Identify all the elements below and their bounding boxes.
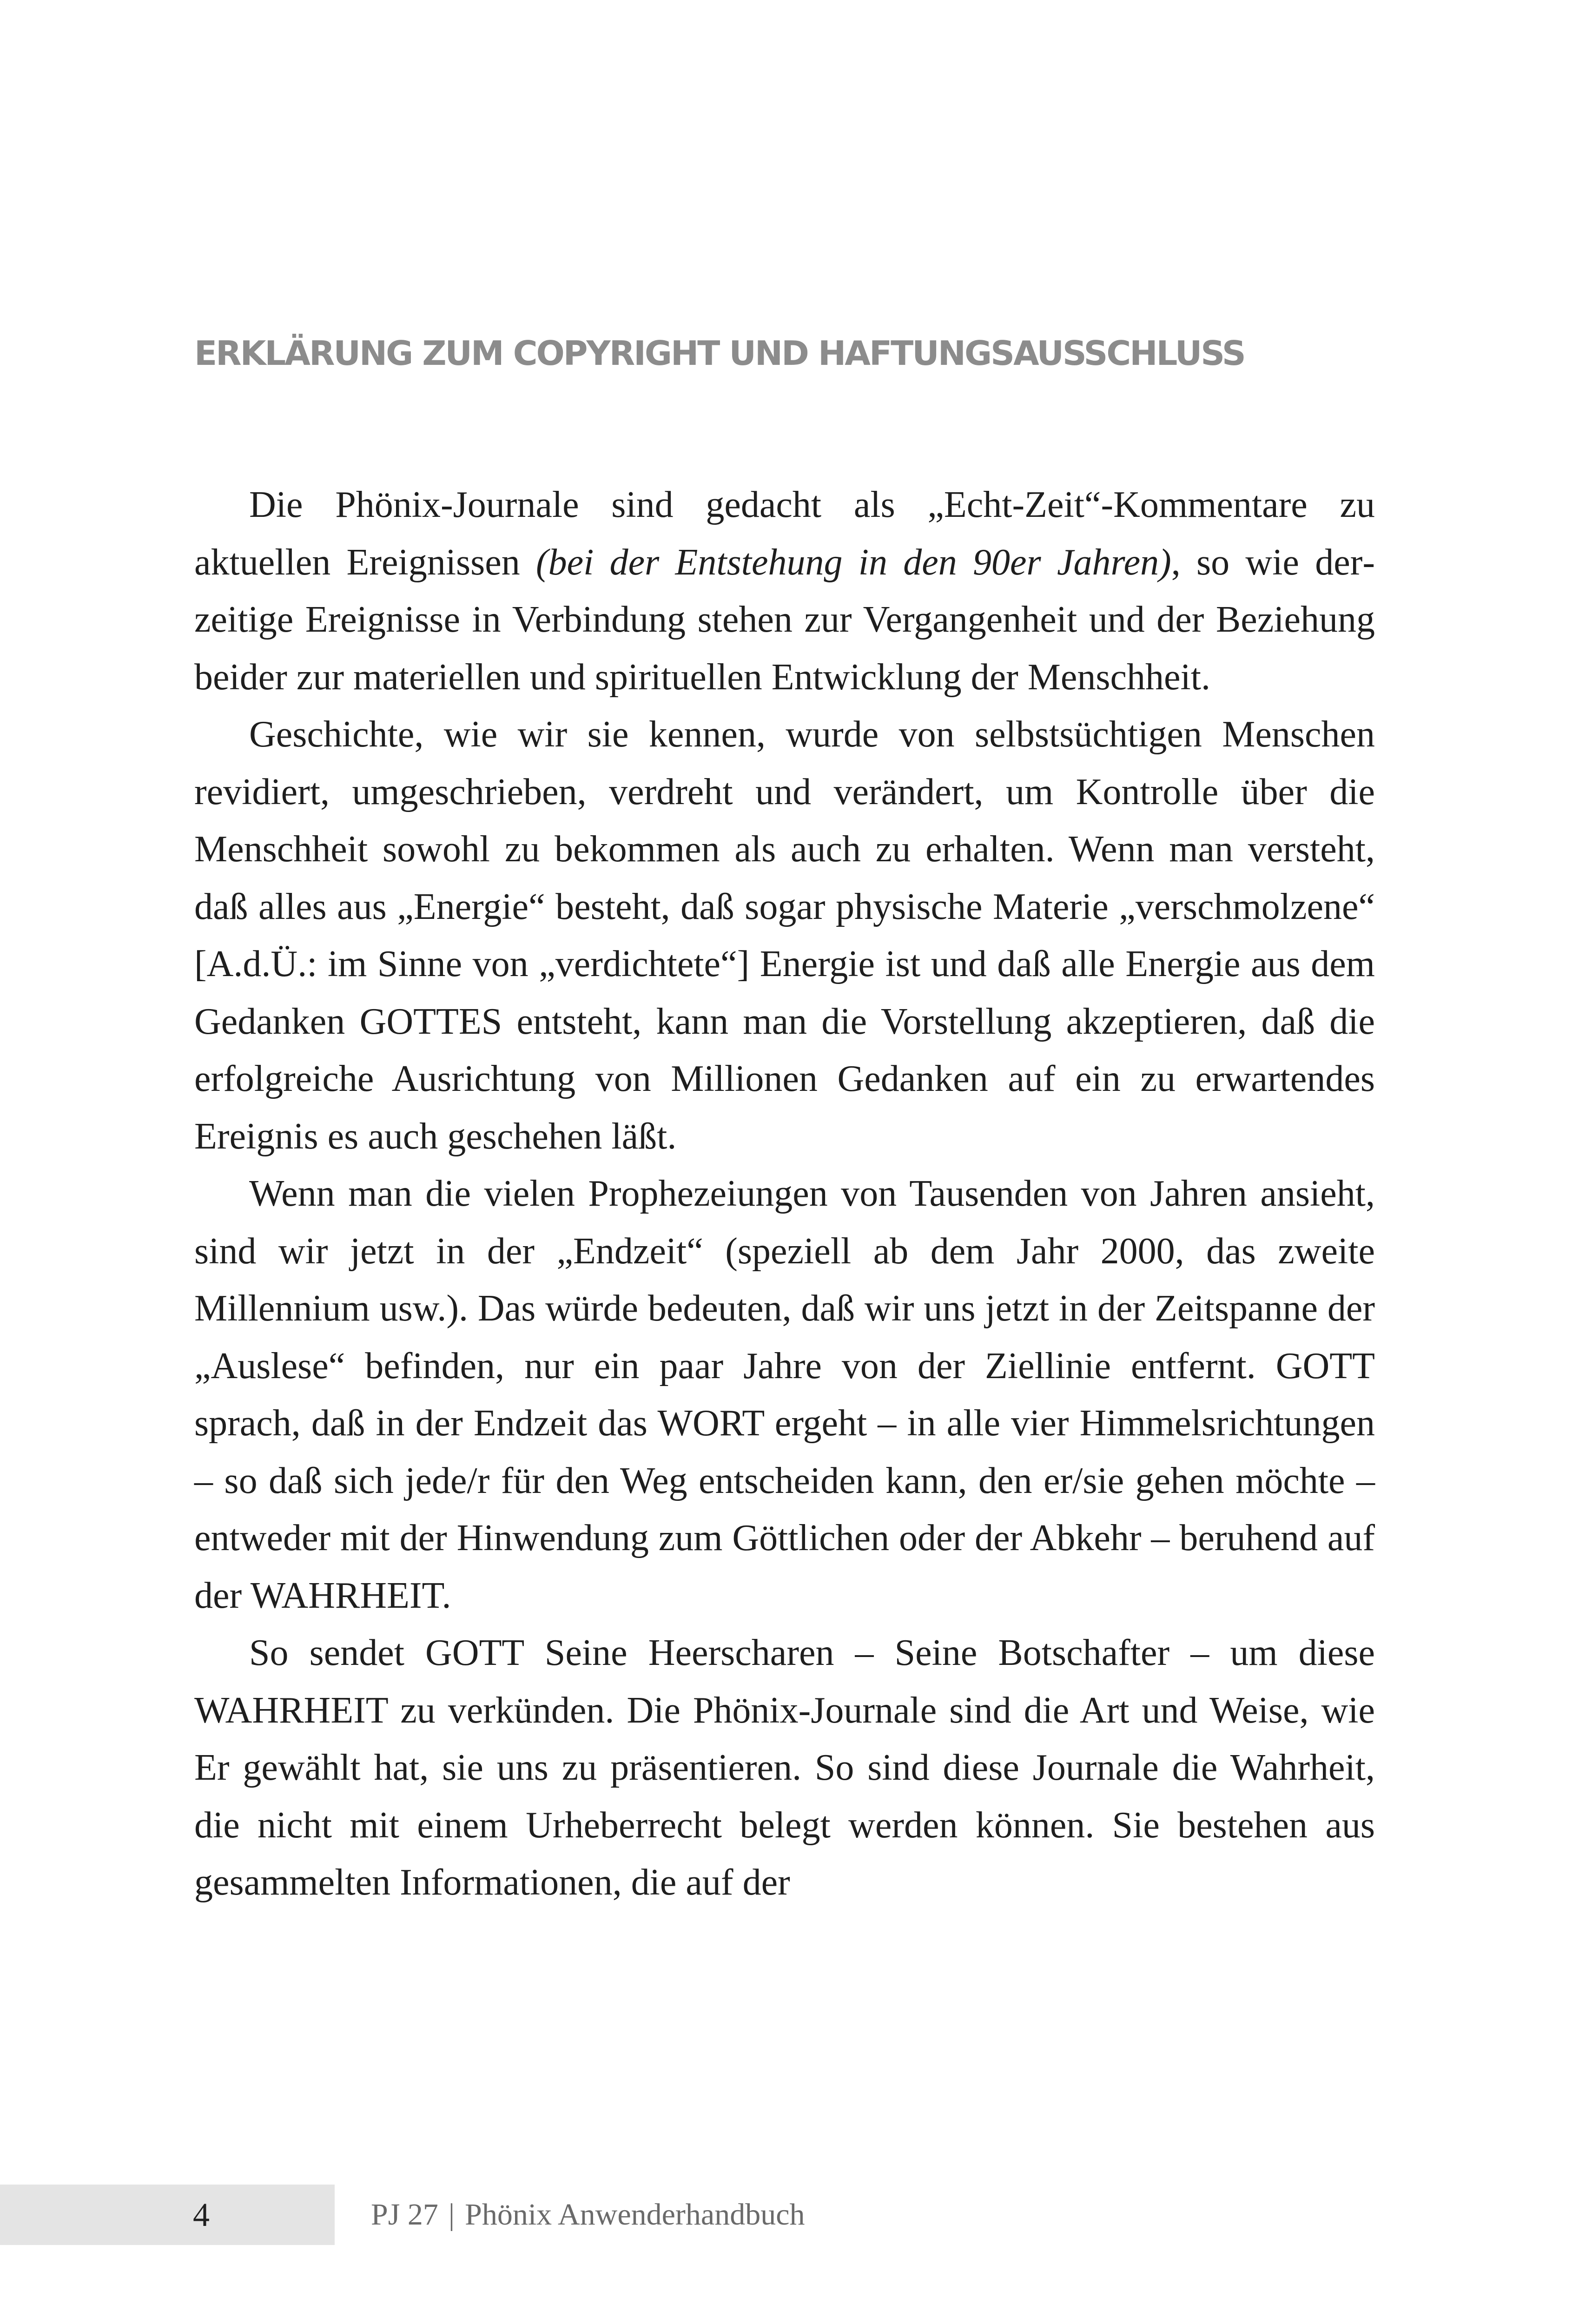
footer-separator: |: [448, 2198, 455, 2232]
paragraph: [194, 476, 1375, 706]
page-title: ERKLÄRUNG ZUM COPYRIGHT UND HAFTUNGSAUSSCHLUSS: [194, 334, 1245, 373]
page-number: 4: [193, 2196, 210, 2233]
paragraph-text: Die Phönix-Journale sind gedacht als „Echt-Zeit“-Kommentare zu aktuellen Ereignissen: [194, 484, 1375, 583]
paragraph: Wenn man die vielen Prophezeiungen von Tausenden von Jahren ansieht, sind wir jetzt in der „Endzeit“ (speziell ab dem Jahr 2000, das zweite Millennium usw.). Das würde bedeuten, daß wir uns jetzt in der Zeitspanne der „Auslese“ befinden, nur ein paar Jahre von der Ziellinie entfernt. GOTT sprach, daß in der Endzeit das WORT ergeht – in alle vier Himmelsrichtungen – so daß sich jede/r für den Weg entscheiden kann, den er/sie gehen möchte – entweder mit der Hinwendung zum Göttlichen oder der Abkehr – beruhend auf der WAHRHEIT.: [194, 1173, 1375, 1616]
footer-bar: [0, 2185, 335, 2245]
series-label: PJ 27: [371, 2198, 438, 2232]
book-title: Phönix Anwenderhandbuch: [465, 2198, 805, 2232]
body-text: [194, 476, 1375, 1912]
running-footer: [371, 2185, 805, 2245]
paragraph: Geschichte, wie wir sie kennen, wurde von selbstsüchtigen Menschen revidiert, umgeschrieben, verdreht und verändert, um Kontrolle über die Menschheit sowohl zu bekommen als auch zu erhalten. Wenn man versteht, daß alles aus „Energie“ besteht, daß sogar physische Materie „verschmolzene“ [A.d.Ü.: im Sinne von „verdichtete“] Energie ist und daß alle Energie aus dem Gedanken GOTTES entsteht, kann man die Vorstellung akzeptieren, daß die erfolgreiche Ausrichtung von Millionen Gedanken auf ein zu erwartendes Ereignis es auch geschehen läßt.: [194, 714, 1375, 1157]
paragraph-text: , so wie derzeitige Ereignisse in Verbindung stehen zur Vergangenheit und der Beziehung beider zur materiellen und spirituellen Entwicklung der Menschheit.: [194, 541, 1375, 698]
paragraph: So sendet GOTT Seine Heerscharen – Seine Botschafter – um diese WAHRHEIT zu verkünden. Die Phönix-Journale sind die Art und Weise, wie Er gewählt hat, sie uns zu präsentieren. So sind diese Journale die Wahrheit, die nicht mit einem Urheberrecht belegt werden können. Sie bestehen aus gesammelten Informationen, die auf der: [194, 1632, 1375, 1903]
paragraph-italic-text: (bei der Entstehung in den 90er Jahren): [535, 541, 1171, 583]
